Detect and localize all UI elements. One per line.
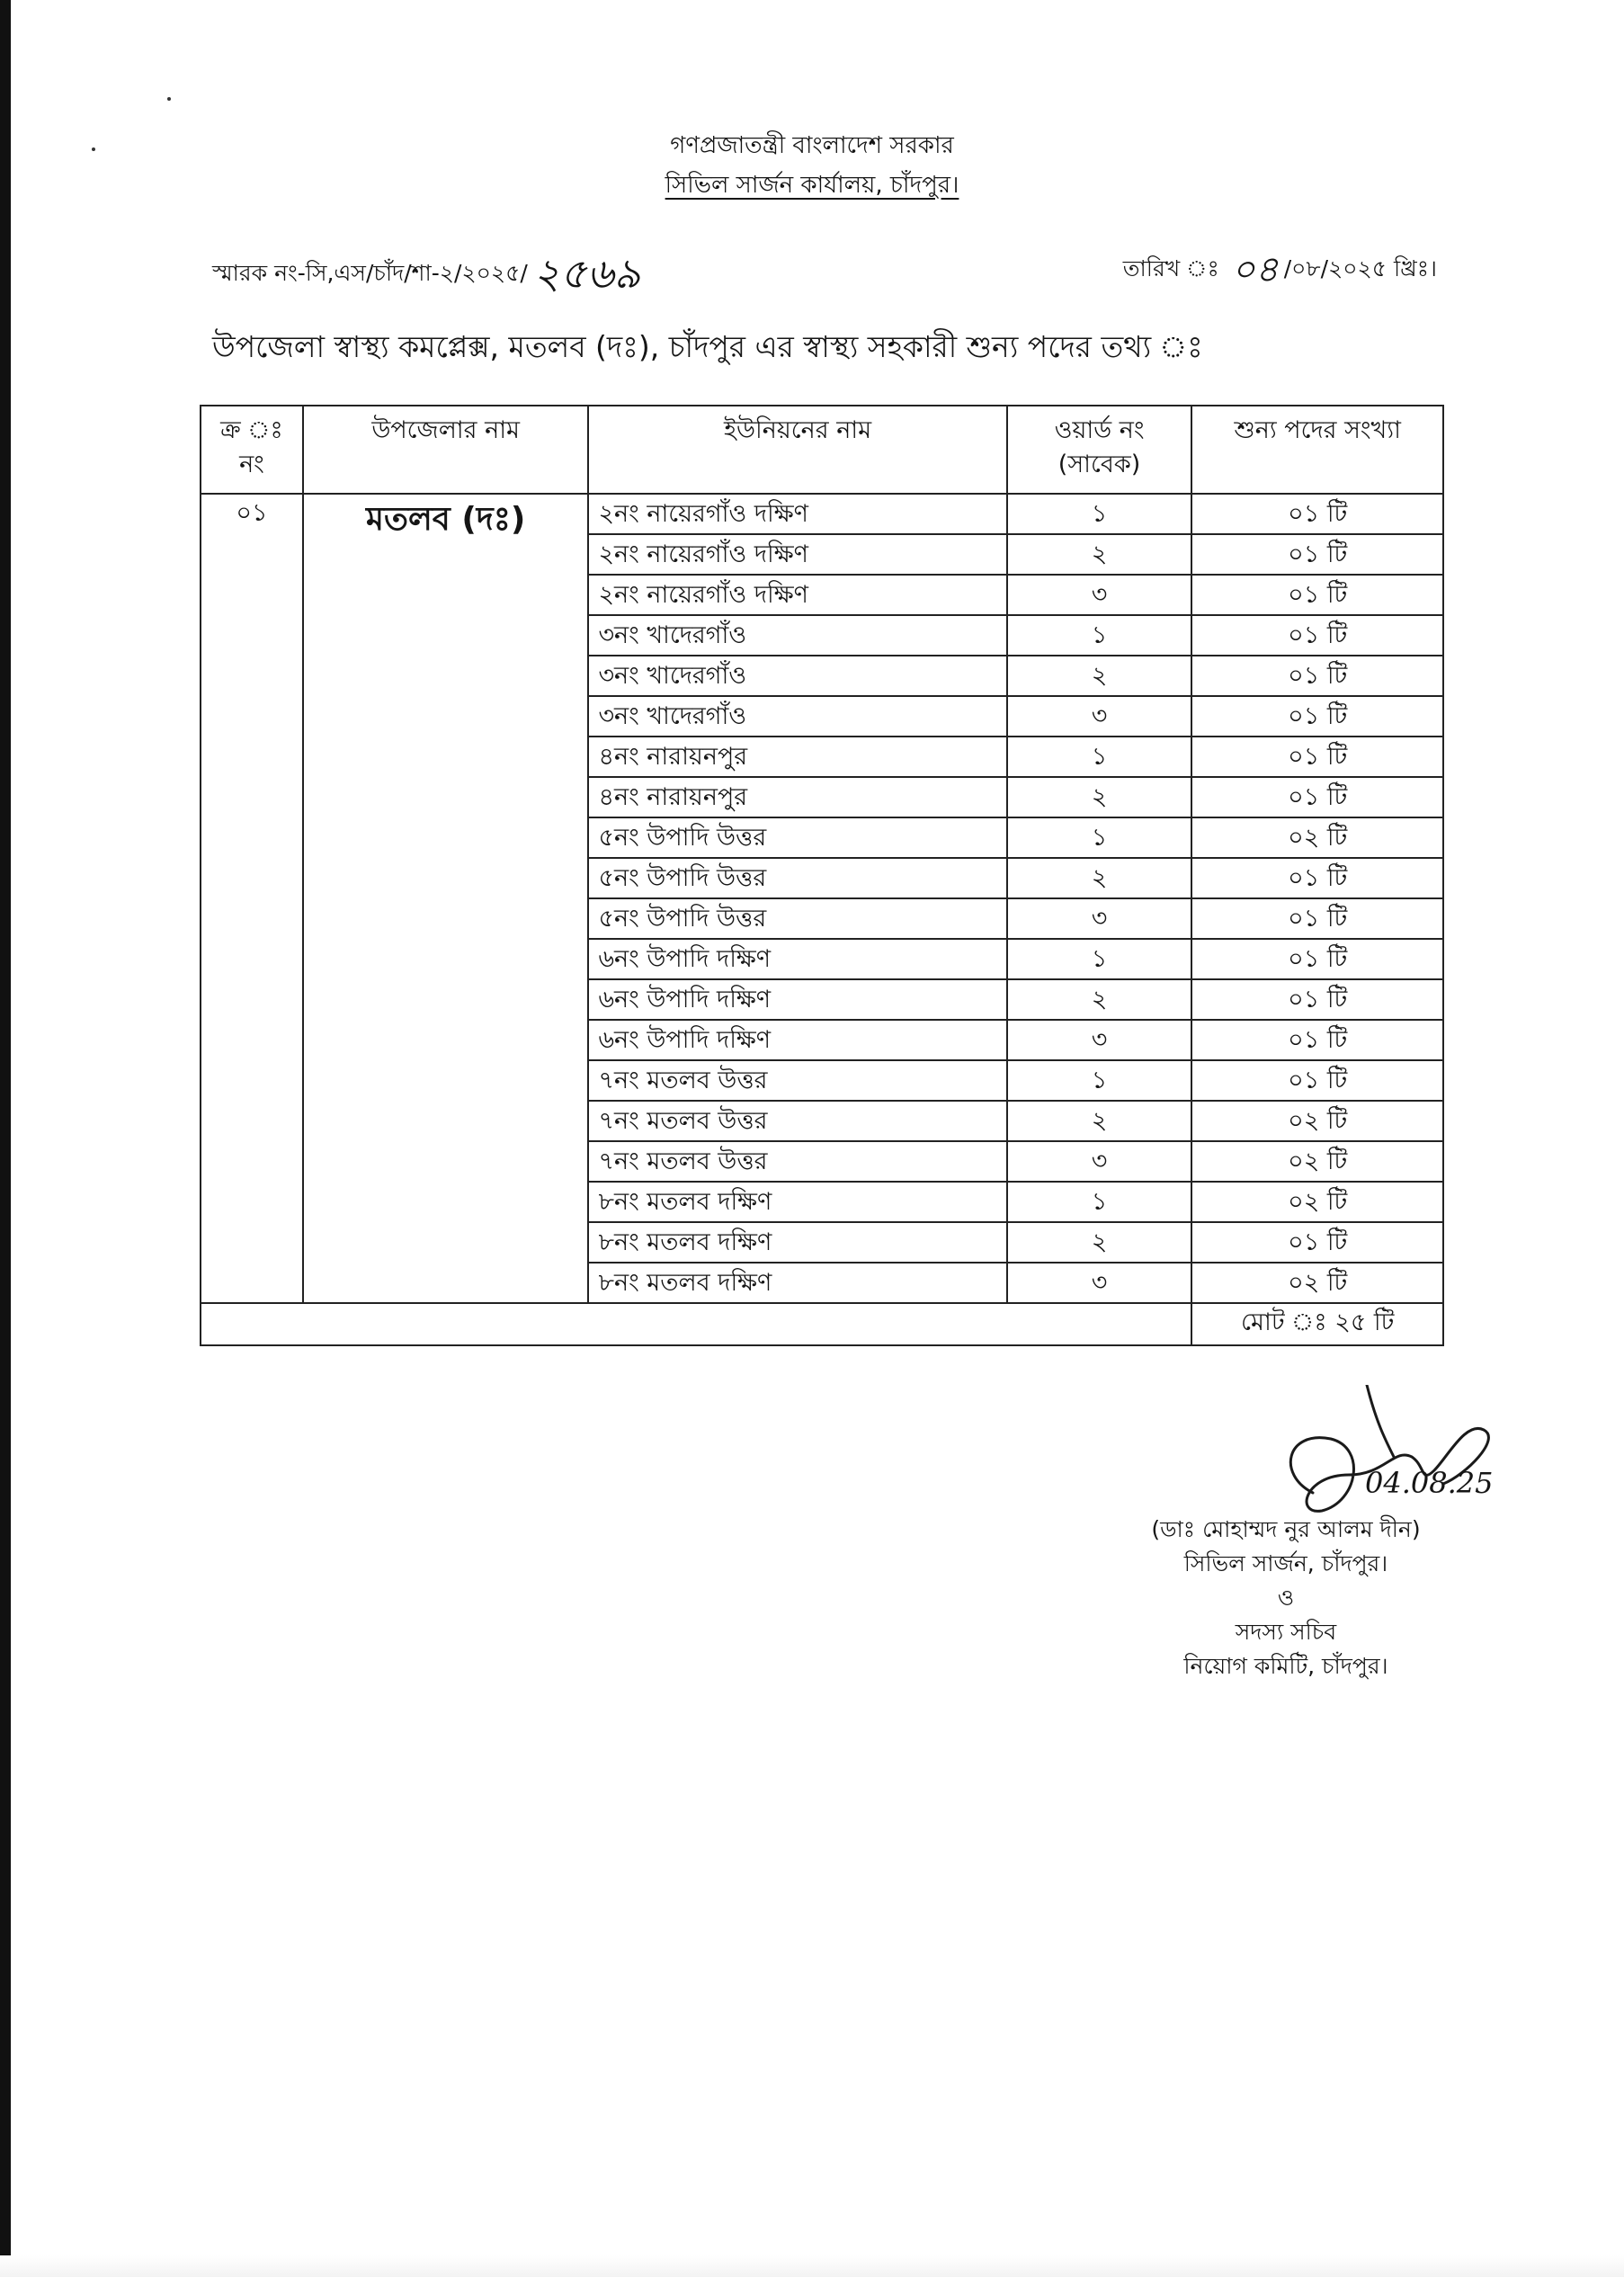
ward-cell: ৩: [1007, 575, 1192, 615]
total-cell: মোট ঃ ২৫ টি: [1191, 1303, 1443, 1345]
total-spacer: [201, 1303, 1191, 1345]
union-cell: ৫নং উপাদি উত্তর: [588, 898, 1006, 939]
union-cell: ৬নং উপাদি দক্ষিণ: [588, 1020, 1006, 1060]
union-cell: ৪নং নারায়নপুর: [588, 737, 1006, 777]
union-cell: ২নং নায়েরগাঁও দক্ষিণ: [588, 494, 1006, 534]
union-cell: ২নং নায়েরগাঁও দক্ষিণ: [588, 534, 1006, 575]
table-total-row: [201, 1303, 1443, 1345]
signature-date: 04.08.25: [1365, 1466, 1494, 1500]
union-cell: ৬নং উপাদি দক্ষিণ: [588, 939, 1006, 979]
posts-cell: ০১ টি: [1191, 656, 1443, 696]
scan-edge-bottom: [0, 2255, 1624, 2277]
ward-cell: ৩: [1007, 696, 1192, 737]
ward-cell: ১: [1007, 737, 1192, 777]
ward-cell: ২: [1007, 1222, 1192, 1263]
ward-cell: ২: [1007, 979, 1192, 1020]
union-cell: ৬নং উপাদি দক্ষিণ: [588, 979, 1006, 1020]
header-ward: ওয়ার্ড নং (সাবেক): [1007, 406, 1192, 494]
posts-cell: ০১ টি: [1191, 979, 1443, 1020]
union-cell: ৭নং মতলব উত্তর: [588, 1141, 1006, 1182]
posts-cell: ০১ টি: [1191, 898, 1443, 939]
memo-number: [212, 236, 640, 304]
document-header: [0, 126, 1624, 205]
union-cell: ৫নং উপাদি উত্তর: [588, 817, 1006, 858]
union-cell: ৫নং উপাদি উত্তর: [588, 858, 1006, 898]
ward-cell: ২: [1007, 534, 1192, 575]
serial-cell: ০১: [201, 494, 303, 1303]
document-date: [1123, 236, 1437, 296]
table-row: [201, 494, 1443, 534]
posts-cell: ০২ টি: [1191, 1141, 1443, 1182]
header-serial: ক্র ঃ নং: [201, 406, 303, 494]
signatory-name: (ডাঃ মোহাম্মদ নুর আলম দীন): [1151, 1516, 1421, 1542]
scan-speck: [167, 97, 171, 101]
posts-cell: ০১ টি: [1191, 534, 1443, 575]
union-cell: ৮নং মতলব দক্ষিণ: [588, 1263, 1006, 1303]
union-cell: ৩নং খাদেরগাঁও: [588, 615, 1006, 656]
ward-cell: ১: [1007, 1182, 1192, 1222]
posts-cell: ০১ টি: [1191, 1222, 1443, 1263]
posts-cell: ০১ টি: [1191, 1020, 1443, 1060]
memo-label: স্মারক নং-সি,এস/চাঁদ/শা-২/২০২৫/: [212, 260, 528, 286]
ward-cell: ১: [1007, 615, 1192, 656]
signatory-conjunction: ও: [1277, 1585, 1295, 1611]
ward-cell: ২: [1007, 777, 1192, 817]
ward-cell: ২: [1007, 858, 1192, 898]
union-cell: ২নং নায়েরগাঁও দক্ষিণ: [588, 575, 1006, 615]
signatory-committee: নিয়োগ কমিটি, চাঁদপুর।: [1183, 1653, 1388, 1679]
posts-cell: ০১ টি: [1191, 696, 1443, 737]
government-name: গণপ্রজাতন্ত্রী বাংলাদেশ সরকার: [670, 132, 954, 159]
ward-cell: ১: [1007, 494, 1192, 534]
posts-cell: ০১ টি: [1191, 777, 1443, 817]
union-cell: ৪নং নারায়নপুর: [588, 777, 1006, 817]
subject-line: উপজেলা স্বাস্থ্য কমপ্লেক্স, মতলব (দঃ), চাঁদপুর এর স্বাস্থ্য সহকারী শুন্য পদের তথ্য ঃ: [212, 329, 1203, 364]
posts-cell: ০১ টি: [1191, 575, 1443, 615]
posts-cell: ০২ টি: [1191, 1263, 1443, 1303]
date-label: তারিখ ঃ: [1122, 255, 1219, 281]
signature-block: [1097, 1513, 1475, 1683]
ward-cell: ২: [1007, 656, 1192, 696]
ward-cell: ২: [1007, 1101, 1192, 1141]
ward-cell: ১: [1007, 817, 1192, 858]
posts-cell: ০২ টি: [1191, 817, 1443, 858]
table-header-row: [201, 406, 1443, 494]
ward-cell: ৩: [1007, 1141, 1192, 1182]
posts-cell: ০২ টি: [1191, 1182, 1443, 1222]
signatory-designation: সিভিল সার্জন, চাঁদপুর।: [1183, 1550, 1388, 1576]
posts-cell: ০১ টি: [1191, 939, 1443, 979]
header-posts: শুন্য পদের সংখ্যা: [1191, 406, 1443, 494]
date-rest: /০৮/২০২৫ খ্রিঃ।: [1283, 255, 1437, 281]
header-upazila: উপজেলার নাম: [303, 406, 589, 494]
posts-cell: ০১ টি: [1191, 615, 1443, 656]
ward-cell: ৩: [1007, 1020, 1192, 1060]
ward-cell: ১: [1007, 1060, 1192, 1101]
posts-cell: ০১ টি: [1191, 494, 1443, 534]
ward-cell: ৩: [1007, 898, 1192, 939]
union-cell: ৮নং মতলব দক্ষিণ: [588, 1182, 1006, 1222]
union-cell: ৮নং মতলব দক্ষিণ: [588, 1222, 1006, 1263]
ward-cell: ৩: [1007, 1263, 1192, 1303]
posts-cell: ০১ টি: [1191, 737, 1443, 777]
posts-cell: ০১ টি: [1191, 858, 1443, 898]
vacancy-table: [200, 405, 1444, 1346]
date-handwritten-day: ০৪: [1231, 249, 1279, 290]
union-cell: ৭নং মতলব উত্তর: [588, 1060, 1006, 1101]
union-cell: ৩নং খাদেরগাঁও: [588, 696, 1006, 737]
signature-mark: [1259, 1385, 1493, 1529]
union-cell: ৭নং মতলব উত্তর: [588, 1101, 1006, 1141]
scan-edge: [0, 0, 11, 2277]
office-name: সিভিল সার্জন কার্যালয়, চাঁদপুর।: [665, 172, 959, 199]
upazila-cell: মতলব (দঃ): [303, 494, 589, 1303]
header-union: ইউনিয়নের নাম: [588, 406, 1006, 494]
memo-handwritten-number: ২৫৬৯: [532, 249, 641, 298]
posts-cell: ০২ টি: [1191, 1101, 1443, 1141]
union-cell: ৩নং খাদেরগাঁও: [588, 656, 1006, 696]
signatory-role: সদস্য সচিব: [1235, 1619, 1337, 1645]
posts-cell: ০১ টি: [1191, 1060, 1443, 1101]
ward-cell: ১: [1007, 939, 1192, 979]
